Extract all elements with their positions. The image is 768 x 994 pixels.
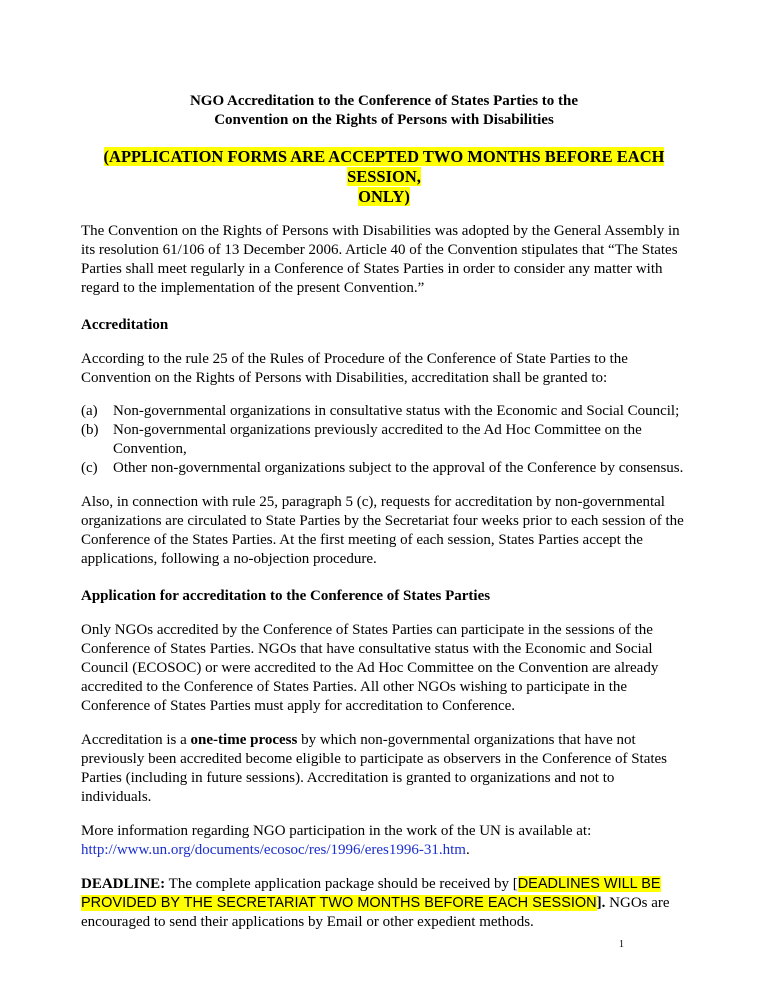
deadline-paragraph — [81, 875, 687, 932]
notice-line-1: (APPLICATION FORMS ARE ACCEPTED TWO MONTHS BEFORE EACH SESSION, — [103, 147, 665, 186]
list-marker: (a) — [81, 403, 98, 419]
page-number: 1 — [619, 939, 624, 950]
ecosoc-resolution-link[interactable]: http://www.un.org/documents/ecosoc/res/1996/eres1996-31.htm — [81, 842, 466, 858]
procedure-paragraph: Also, in connection with rule 25, paragraph 5 (c), requests for accreditation by non-governmental organizations are circulated to State Parties by the Secretariat four weeks prior to each session of the Conference of the States Parties. At the first meeting of each session, States Parties accept the applications, following a no-objection procedure. — [81, 494, 684, 567]
one-time-post: by which non-governmental organizations that have not previously been accredited become eligible to participate as observers in the Conference of States Parties (including in future sessions). Accreditation is granted to organizations and not to individuals. — [81, 732, 668, 805]
deadline-text-post: NGOs are encouraged to send their applications by Email or other expedient methods. — [81, 895, 670, 930]
accreditation-heading: Accreditation — [81, 317, 169, 333]
list-marker: (c) — [81, 460, 98, 476]
one-time-process-paragraph — [81, 731, 687, 807]
link-period: . — [465, 842, 470, 858]
one-time-pre: Accreditation is a — [81, 732, 191, 748]
title-line-1: NGO Accreditation to the Conference of States Parties to the — [189, 93, 579, 109]
deadline-text-pre: The complete application package should be received by [ — [165, 876, 518, 892]
notice-line-2: ONLY) — [358, 187, 410, 206]
one-time-process-bold: one-time process — [190, 732, 298, 748]
intro-paragraph: The Convention on the Rights of Persons with Disabilities was adopted by the General Assembly in its resolution 61/106 of 13 December 2006. Article 40 of the Convention stipulates that “The States Parties shall meet regularly in a Conference of States Parties in order to consider any matter with regard to the implementation of the present Convention.” — [81, 223, 680, 296]
list-item — [81, 421, 687, 459]
list-marker: (b) — [81, 422, 99, 438]
list-item-text: Non-governmental organizations previously accredited to the Ad Hoc Committee on the Convention, — [113, 422, 642, 457]
more-info-paragraph — [81, 822, 687, 860]
deadline-bracket-close: ]. — [596, 895, 606, 911]
application-window-notice — [81, 147, 687, 207]
document-page — [81, 92, 687, 932]
deadline-placeholder: DEADLINES WILL BE PROVIDED BY THE SECRETARIAT TWO MONTHS BEFORE EACH SESSION — [81, 876, 661, 911]
rule-paragraph: According to the rule 25 of the Rules of Procedure of the Conference of State Parties to the Convention on the Rights of Persons with Disabilities, accreditation shall be granted to: — [81, 351, 628, 386]
document-title — [81, 92, 687, 130]
list-item — [81, 402, 687, 421]
eligibility-list — [81, 402, 687, 478]
title-line-2: Convention on the Rights of Persons with Disabilities — [214, 112, 554, 128]
participation-paragraph: Only NGOs accredited by the Conference of States Parties can participate in the sessions of the Conference of States Parties. NGOs that have consultative status with the Economic and Social Council (ECOSOC) or were accredited to the Ad Hoc Committee on the Convention are already accredited to the Conference of States Parties. All other NGOs wishing to participate in the Conference of States Parties must apply for accreditation to Conference. — [81, 622, 659, 714]
more-info-text: More information regarding NGO participation in the work of the UN is available at: — [81, 823, 592, 839]
application-heading: Application for accreditation to the Conference of States Parties — [81, 588, 491, 604]
list-item-text: Other non-governmental organizations subject to the approval of the Conference by consensus. — [113, 460, 684, 476]
deadline-label: DEADLINE: — [81, 876, 166, 892]
list-item-text: Non-governmental organizations in consultative status with the Economic and Social Council; — [113, 403, 680, 419]
list-item — [81, 459, 687, 478]
